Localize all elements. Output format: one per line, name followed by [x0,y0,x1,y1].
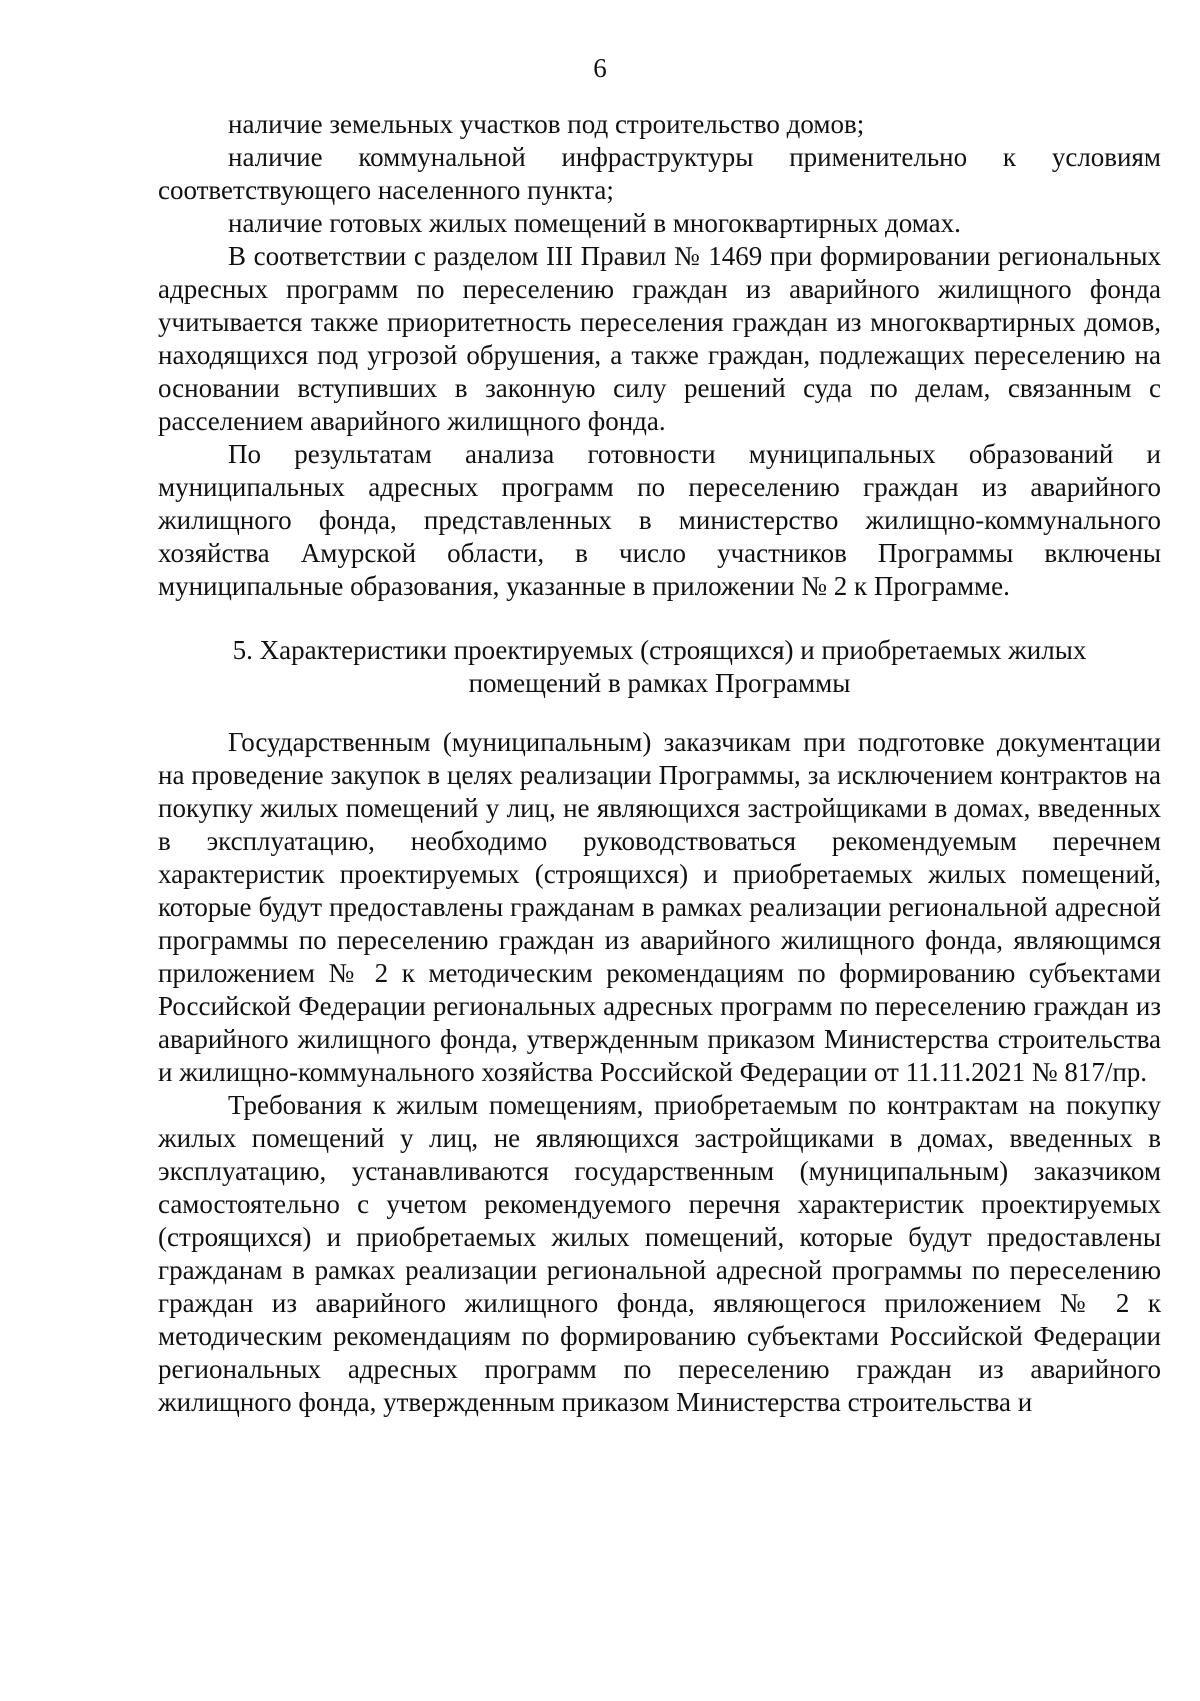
paragraph-infrastructure: наличие коммунальной инфраструктуры применительно к условиям соответствующего населенного пункта; [158,142,1161,205]
paragraph-land-plots: наличие земельных участков под строительство домов; [228,109,865,139]
page-number: 6 [593,53,607,83]
paragraph-housing-requirements: Требования к жилым помещениям, приобретаемым по контрактам на покупку жилых помещений у лиц, не являющихся застройщиками в домах, введенных в эксплуатацию, устанавливаются государственным (муниципальным) заказчиком самостоятельно с учетом рекомендуемого перечня характеристик проектируемых (строящихся) и приобретаемых жилых помещений, которые будут предоставлены гражданам в рамках реализации региональной адресной программы по переселению граждан из аварийного жилищного фонда, являющегося приложением № 2 к методическим рекомендациям по формированию субъектами Российской Федерации региональных адресных программ по переселению граждан из аварийного жилищного фонда, утвержденным приказом Министерства строительства и [158,1090,1161,1417]
document-body [158,108,1161,1419]
paragraph-rules-1469: В соответствии с разделом III Правил № 1469 при формировании региональных адресных программ по переселению граждан из аварийного жилищного фонда учитывается также приоритетность переселения граждан из многоквартирных домов, находящихся под угрозой обрушения, а также граждан, подлежащих переселению на основании вступивших в законную силу решений суда по делам, связанным с расселением аварийного жилищного фонда. [158,241,1161,436]
section-heading-line-1: 5. Характеристики проектируемых (строящихся) и приобретаемых жилых [232,635,1087,665]
paragraph-customers-guidance: Государственным (муниципальным) заказчикам при подготовке документации на проведение закупок в целях реализации Программы, за исключением контрактов на покупку жилых помещений у лиц, не являющихся застройщиками в домах, введенных в эксплуатацию, необходимо руководствоваться рекомендуемым перечнем характеристик проектируемых (строящихся) и приобретаемых жилых помещений, которые будут предоставлены гражданам в рамках реализации региональной адресной программы по переселению граждан из аварийного жилищного фонда, являющимся приложением № 2 к методическим рекомендациям по формированию субъектами Российской Федерации региональных адресных программ по переселению граждан из аварийного жилищного фонда, утвержденным приказом Министерства строительства и жилищно-коммунального хозяйства Российской Федерации от 11.11.2021 № 817/пр. [158,727,1161,1087]
paragraph-analysis-results: По результатам анализа готовности муниципальных образований и муниципальных адресных программ по переселению граждан из аварийного жилищного фонда, представленных в министерство жилищно-коммунального хозяйства Амурской области, в число участников Программы включены муниципальные образования, указанные в приложении № 2 к Программе. [158,439,1161,601]
paragraph-ready-housing: наличие готовых жилых помещений в многоквартирных домах. [228,208,961,238]
section-heading [158,634,1161,700]
section-heading-line-2: помещений в рамках Программы [468,668,851,698]
